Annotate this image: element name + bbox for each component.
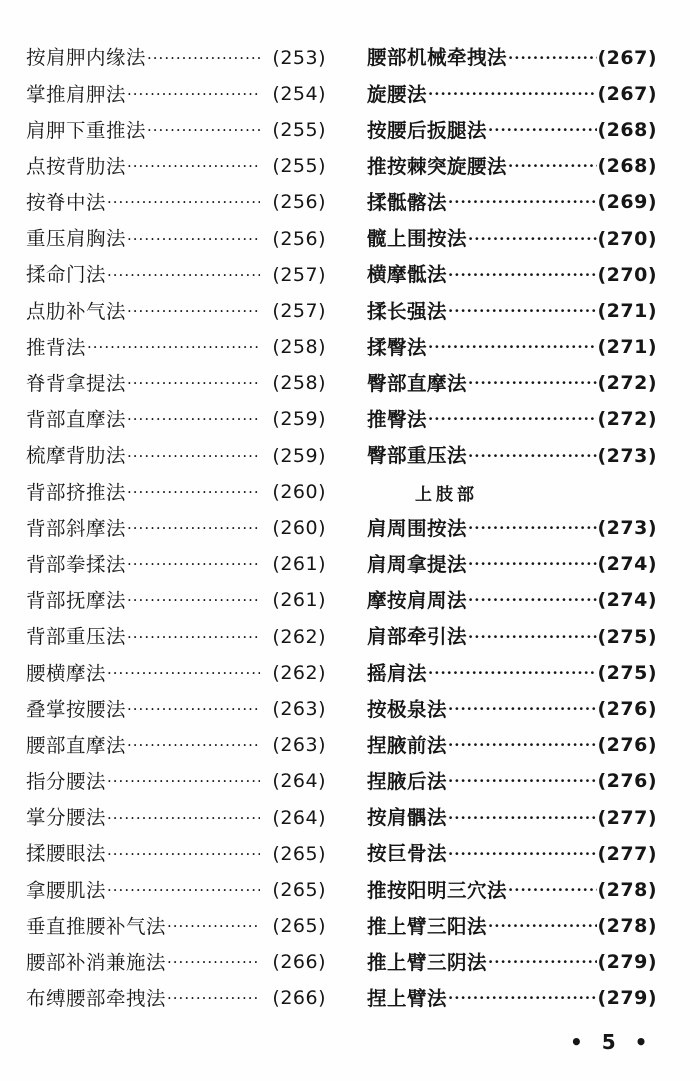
dot-leader	[147, 51, 260, 66]
toc-entry	[367, 909, 657, 945]
toc-entry	[26, 981, 326, 1017]
entry-page-number: (266)	[272, 951, 326, 974]
toc-entry	[367, 872, 657, 908]
entry-page-number: (266)	[272, 987, 326, 1010]
entry-page-number: (279)	[597, 987, 657, 1010]
entry-page-number: (263)	[272, 734, 326, 757]
toc-entry	[367, 40, 657, 76]
entry-title: 推按棘突旋腰法	[367, 154, 508, 178]
entry-page-number: (265)	[272, 915, 326, 938]
entry-title: 肩胛下重推法	[26, 118, 147, 142]
toc-entry	[26, 366, 326, 402]
toc-entry	[367, 185, 657, 221]
dot-leader	[127, 593, 260, 608]
dot-leader	[127, 304, 260, 319]
toc-entry	[367, 764, 657, 800]
toc-entry	[26, 438, 326, 474]
toc-left-column	[26, 40, 326, 1017]
dot-leader	[468, 232, 597, 247]
entry-page-number: (277)	[597, 806, 657, 829]
entry-title: 按极泉法	[367, 697, 448, 721]
entry-title: 背部拳揉法	[26, 552, 127, 576]
entry-title: 按肩胛内缘法	[26, 46, 147, 70]
dot-leader	[127, 557, 260, 572]
entry-page-number: (261)	[272, 553, 326, 576]
dot-leader	[107, 811, 260, 826]
toc-entry	[367, 655, 657, 691]
entry-title: 髋上围按法	[367, 227, 468, 251]
dot-leader	[448, 847, 597, 862]
entry-title: 掌分腰法	[26, 806, 107, 830]
dot-leader	[167, 955, 260, 970]
toc-entry	[26, 40, 326, 76]
toc-entry	[26, 474, 326, 510]
entry-title: 按巨骨法	[367, 842, 448, 866]
entry-title: 按脊中法	[26, 191, 107, 215]
entry-page-number: (260)	[272, 517, 326, 540]
toc-entry	[26, 619, 326, 655]
entry-page-number: (265)	[272, 878, 326, 901]
entry-page-number: (256)	[272, 191, 326, 214]
dot-leader	[448, 774, 597, 789]
toc-entry	[26, 728, 326, 764]
toc-entry	[26, 655, 326, 691]
dot-leader	[107, 847, 260, 862]
entry-title: 摇肩法	[367, 661, 428, 685]
dot-leader	[448, 811, 597, 826]
entry-page-number: (261)	[272, 589, 326, 612]
entry-page-number: (256)	[272, 227, 326, 250]
entry-title: 点肋补气法	[26, 299, 127, 323]
entry-title: 揉腰眼法	[26, 842, 107, 866]
entry-page-number: (268)	[597, 118, 657, 141]
entry-title: 背部挤推法	[26, 480, 127, 504]
entry-page-number: (259)	[272, 444, 326, 467]
entry-title: 揉命门法	[26, 263, 107, 287]
entry-title: 揉臀法	[367, 335, 428, 359]
entry-title: 肩周围按法	[367, 516, 468, 540]
dot-leader	[127, 159, 260, 174]
toc-entry	[26, 836, 326, 872]
dot-leader	[488, 919, 597, 934]
entry-page-number: (278)	[597, 915, 657, 938]
entry-page-number: (268)	[597, 155, 657, 178]
dot-leader	[428, 87, 597, 102]
dot-leader	[107, 883, 260, 898]
dot-leader	[127, 87, 260, 102]
toc-entry	[367, 836, 657, 872]
entry-title: 摩按肩周法	[367, 589, 468, 613]
toc-entry	[367, 438, 657, 474]
dot-leader	[468, 521, 597, 536]
entry-title: 点按背肋法	[26, 154, 127, 178]
entry-page-number: (267)	[597, 82, 657, 105]
entry-title: 背部直摩法	[26, 408, 127, 432]
dot-leader	[428, 412, 597, 427]
entry-page-number: (274)	[597, 589, 657, 612]
dot-leader	[107, 195, 260, 210]
toc-entry	[367, 619, 657, 655]
dot-leader	[127, 702, 260, 717]
entry-title: 布缚腰部牵拽法	[26, 987, 167, 1011]
entry-page-number: (272)	[597, 372, 657, 395]
toc-entry	[367, 366, 657, 402]
dot-leader	[488, 123, 597, 138]
dot-leader	[428, 666, 597, 681]
entry-page-number: (270)	[597, 227, 657, 250]
entry-title: 指分腰法	[26, 770, 107, 794]
dot-leader	[468, 593, 597, 608]
entry-page-number: (271)	[597, 336, 657, 359]
entry-title: 捏腋前法	[367, 733, 448, 757]
toc-entry	[367, 583, 657, 619]
dot-leader	[107, 268, 260, 283]
entry-page-number: (275)	[597, 661, 657, 684]
dot-leader	[448, 702, 597, 717]
entry-page-number: (270)	[597, 263, 657, 286]
dot-leader	[127, 630, 260, 645]
entry-page-number: (279)	[597, 951, 657, 974]
toc-entry	[367, 149, 657, 185]
dot-leader	[448, 991, 597, 1006]
entry-title: 捏上臂法	[367, 987, 448, 1011]
entry-title: 臀部重压法	[367, 444, 468, 468]
entry-title: 推背法	[26, 335, 87, 359]
section-heading: 上肢部	[415, 484, 478, 505]
entry-page-number: (265)	[272, 842, 326, 865]
dot-leader	[127, 449, 260, 464]
entry-page-number: (269)	[597, 191, 657, 214]
entry-title: 垂直推腰补气法	[26, 914, 167, 938]
dot-leader	[508, 159, 597, 174]
entry-page-number: (259)	[272, 408, 326, 431]
toc-entry	[367, 112, 657, 148]
entry-title: 背部斜摩法	[26, 516, 127, 540]
dot-leader	[448, 268, 597, 283]
entry-page-number: (277)	[597, 842, 657, 865]
dot-leader	[468, 630, 597, 645]
toc-entry	[26, 510, 326, 546]
entry-title: 推上臂三阳法	[367, 914, 488, 938]
dot-leader	[107, 666, 260, 681]
toc-entry	[367, 76, 657, 112]
entry-title: 按肩髃法	[367, 806, 448, 830]
dot-leader	[107, 774, 260, 789]
toc-entry	[367, 728, 657, 764]
dot-leader	[428, 340, 597, 355]
dot-leader	[488, 955, 597, 970]
dot-leader	[448, 738, 597, 753]
entry-title: 肩周拿提法	[367, 552, 468, 576]
toc-entry	[26, 185, 326, 221]
entry-title: 拿腰肌法	[26, 878, 107, 902]
entry-title: 推上臂三阴法	[367, 951, 488, 975]
dot-leader	[448, 304, 597, 319]
toc-entry	[26, 945, 326, 981]
entry-title: 叠掌按腰法	[26, 697, 127, 721]
dot-leader	[468, 557, 597, 572]
entry-title: 捏腋后法	[367, 770, 448, 794]
toc-entry	[26, 257, 326, 293]
dot-leader	[448, 195, 597, 210]
entry-page-number: (274)	[597, 553, 657, 576]
dot-leader	[127, 738, 260, 753]
entry-title: 肩部牵引法	[367, 625, 468, 649]
toc-entry	[367, 510, 657, 546]
entry-page-number: (276)	[597, 697, 657, 720]
dot-leader	[147, 123, 260, 138]
page-number: • 5 •	[570, 1030, 654, 1054]
entry-title: 腰横摩法	[26, 661, 107, 685]
entry-page-number: (254)	[272, 82, 326, 105]
toc-entry	[367, 981, 657, 1017]
entry-page-number: (273)	[597, 517, 657, 540]
entry-page-number: (267)	[597, 46, 657, 69]
dot-leader	[127, 232, 260, 247]
toc-entry	[26, 112, 326, 148]
entry-title: 揉长强法	[367, 299, 448, 323]
entry-page-number: (276)	[597, 734, 657, 757]
toc-entry	[26, 330, 326, 366]
entry-page-number: (255)	[272, 155, 326, 178]
entry-page-number: (262)	[272, 661, 326, 684]
entry-title: 旋腰法	[367, 82, 428, 106]
toc-entry	[26, 909, 326, 945]
entry-title: 腰部机械牵拽法	[367, 46, 508, 70]
toc-entry	[26, 800, 326, 836]
entry-title: 腰部直摩法	[26, 733, 127, 757]
dot-leader	[468, 376, 597, 391]
entry-page-number: (271)	[597, 299, 657, 322]
toc-entry	[367, 221, 657, 257]
entry-title: 臀部直摩法	[367, 372, 468, 396]
entry-title: 梳摩背肋法	[26, 444, 127, 468]
toc-entry	[26, 547, 326, 583]
entry-title: 重压肩胸法	[26, 227, 127, 251]
dot-leader	[127, 412, 260, 427]
toc-entry	[367, 691, 657, 727]
entry-page-number: (276)	[597, 770, 657, 793]
entry-title: 推臀法	[367, 408, 428, 432]
toc-entry	[367, 402, 657, 438]
entry-page-number: (262)	[272, 625, 326, 648]
toc-entry	[26, 872, 326, 908]
entry-title: 横摩骶法	[367, 263, 448, 287]
entry-page-number: (258)	[272, 372, 326, 395]
entry-title: 按腰后扳腿法	[367, 118, 488, 142]
entry-page-number: (258)	[272, 336, 326, 359]
entry-page-number: (253)	[272, 46, 326, 69]
entry-page-number: (255)	[272, 118, 326, 141]
entry-title: 揉骶髂法	[367, 191, 448, 215]
entry-page-number: (264)	[272, 806, 326, 829]
dot-leader	[87, 340, 260, 355]
dot-leader	[127, 485, 260, 500]
entry-page-number: (264)	[272, 770, 326, 793]
entry-page-number: (260)	[272, 480, 326, 503]
dot-leader	[127, 521, 260, 536]
entry-page-number: (263)	[272, 697, 326, 720]
dot-leader	[508, 883, 597, 898]
toc-entry	[367, 945, 657, 981]
dot-leader	[167, 919, 260, 934]
toc-entry	[26, 764, 326, 800]
entry-title: 推按阳明三穴法	[367, 878, 508, 902]
toc-entry	[367, 293, 657, 329]
entry-page-number: (278)	[597, 878, 657, 901]
toc-entry	[367, 547, 657, 583]
toc-entry	[26, 691, 326, 727]
dot-leader	[167, 991, 260, 1006]
dot-leader	[127, 376, 260, 391]
toc-entry	[367, 330, 657, 366]
toc-entry	[367, 257, 657, 293]
toc-entry	[26, 76, 326, 112]
entry-title: 掌推肩胛法	[26, 82, 127, 106]
entry-title: 脊背拿提法	[26, 372, 127, 396]
toc-entry	[26, 221, 326, 257]
entry-page-number: (272)	[597, 408, 657, 431]
entry-page-number: (257)	[272, 299, 326, 322]
entry-title: 背部抚摩法	[26, 589, 127, 613]
toc-right-column	[367, 40, 657, 1017]
toc-entry	[367, 800, 657, 836]
entry-page-number: (257)	[272, 263, 326, 286]
entry-title: 背部重压法	[26, 625, 127, 649]
entry-page-number: (273)	[597, 444, 657, 467]
dot-leader	[468, 449, 597, 464]
entry-page-number: (275)	[597, 625, 657, 648]
entry-title: 腰部补消兼施法	[26, 951, 167, 975]
toc-entry	[26, 583, 326, 619]
toc-entry	[26, 402, 326, 438]
dot-leader	[508, 51, 597, 66]
toc-entry	[26, 293, 326, 329]
toc-entry	[26, 149, 326, 185]
